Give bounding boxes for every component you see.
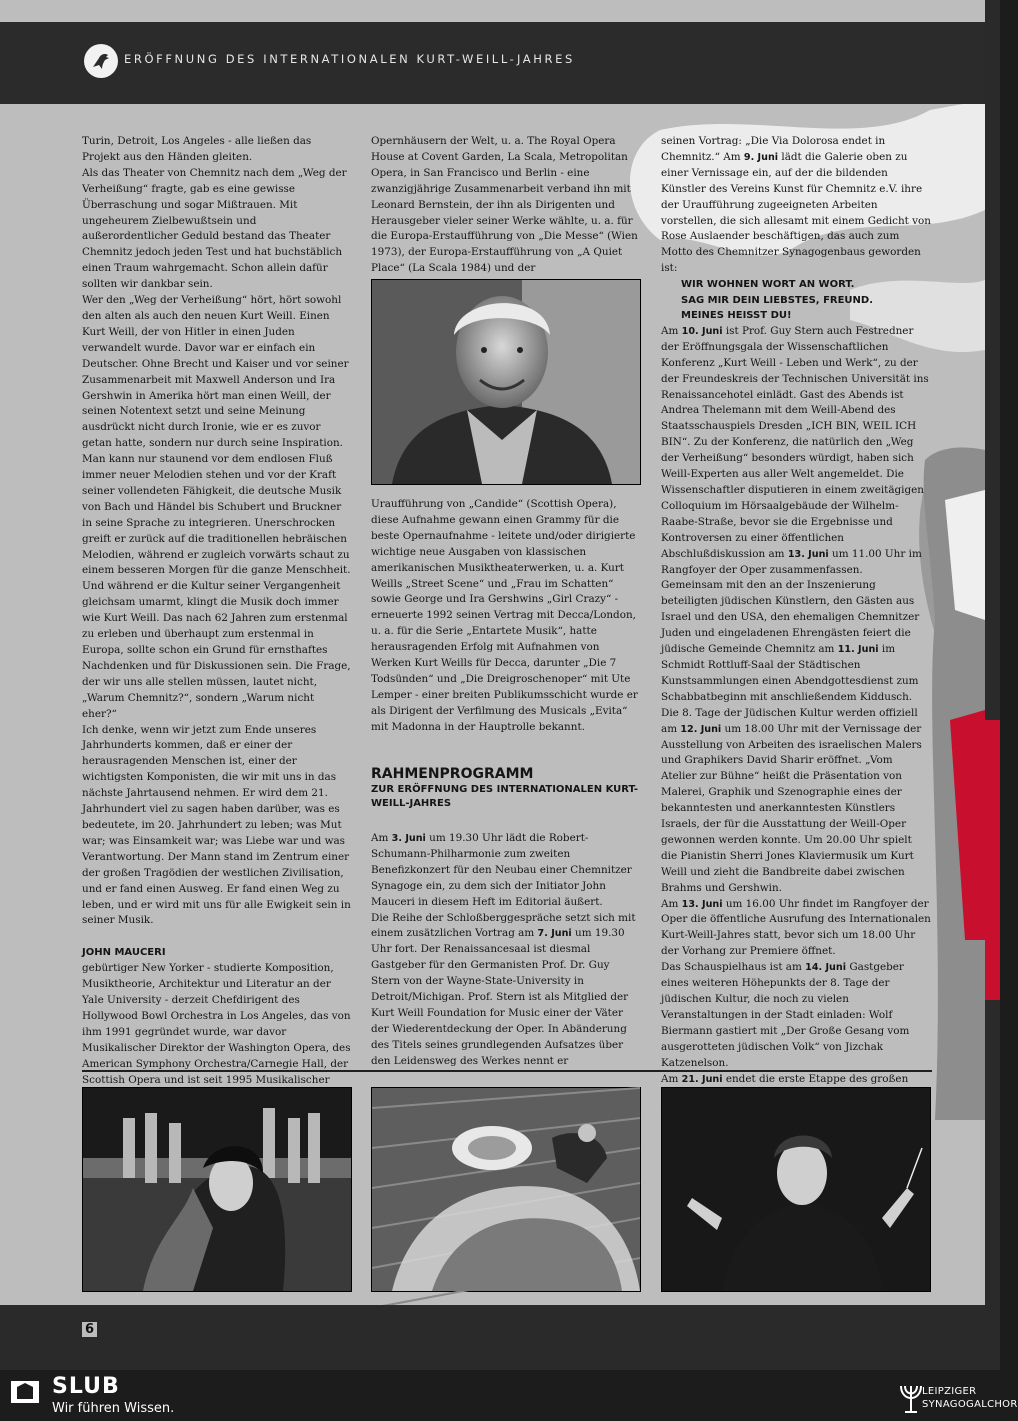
stage-painting-photo (371, 1087, 641, 1292)
paragraph: Am 10. Juni ist Prof. Guy Stern auch Festredner der Eröffnungsgala der Wissenschaftlichen Konferenz „Kurt Weill - Leben und Werk“, zu der der Freundeskreis der Technischen Universität ins Renaissancehotel einlädt. Gast des Abends ist Andrea Thelemann mit dem Weill-Abend des Staatsschauspiels Dresden „ICH BIN, WEIL ICH BIN“. Zu der Konferenz, die natürlich den „Weg der Verheißung“ besonders würdigt, haben sich Weill-Experten aus aller Welt angemeldet. Die Wissenschaftler disputieren in einem zweitägigen Colloquium im Hörsaalgebäude der Wilhelm-Raabe-Straße, bevor sie die Ergebnisse und Kontroversen zu einer öffentlichen Abschlußdiskussion am 13. Juni um 11.00 Uhr im Rangfoyer der Oper zusammenfassen. (661, 324, 929, 576)
paragraph: Turin, Detroit, Los Angeles - alle ließen das Projekt aus den Händen gleiten. (82, 135, 312, 163)
event-date: 21. Juni (681, 1073, 723, 1085)
paragraph: Am 13. Juni um 16.00 Uhr findet im Rangfoyer der Oper die öffentliche Ausrufung des Internationalen Kurt-Weill-Jahres statt, bevor sich um 18.00 Uhr der Vorhang zur Premiere öffnet. (661, 897, 931, 958)
event-date: 9. Juni (743, 151, 779, 163)
event-date: 14. Juni (805, 962, 847, 974)
event-date: 10. Juni (681, 325, 723, 337)
text-column-2-top (371, 134, 641, 277)
section-subtitle: ZUR ERÖFFNUNG DES INTERNATIONALEN KURT-WEILL-JAHRES (371, 784, 639, 809)
paragraph: Uraufführung von „Candide“ (Scottish Opera), diese Aufnahme gewann einen Grammy für die beste Opernaufnahme - leitete und/oder dirigierte wichtige neue Ausgaben von klassischen amerikanischen Musiktheaterwerken, u. a. Kurt Weills „Street Scene“ und „Frau im Schatten“ sowie George und Ira Gershwins „Girl Crazy“ - erneuerte 1992 seinen Vertrag mit Decca/London, u. a. für die Serie „Entartete Musik“, hatte herausragenden Erfolg mit Aufnahmen von Werken Kurt Weills für Decca, darunter „Die 7 Todsünden“ und „Die Dreigroschenoper“ mit Ute Lemper - einer breiten Publikumsschicht wurde er als Dirigent der Verfilmung des Musicals „Evita“ mit Madonna in der Hauptrolle bekannt. (371, 498, 638, 733)
bio-heading: JOHN MAUCERI (82, 947, 166, 959)
motto-line: WIR WOHNEN WORT AN WORT. (681, 279, 855, 291)
event-date: 13. Juni (787, 548, 829, 560)
paragraph: Als das Theater von Chemnitz nach dem „Weg der Verheißung“ fragte, gab es eine gewisse Überraschung und sogar Mißtrauen. Mit ungeheurem Zielbewußtsein und außerordentlicher Geduld bestand das Theater Chemnitz jedoch jeden Test und hat buchstäblich einen Traum wahrgemacht. Schon allein dafür sollten wir dankbar sein. (82, 166, 347, 291)
event-date: 11. Juni (837, 644, 879, 656)
page-edge (985, 0, 1000, 1370)
page-number: 6 (82, 1322, 97, 1337)
menorah-logo-icon (898, 1378, 924, 1416)
paragraph: Ich denke, wenn wir jetzt zum Ende unseres Jahrhunderts kommen, daß er einer der herausragenden Menschen ist, einer der wichtigsten Komponisten, die wir mit uns in das nächste Jahrtausend nehmen. Er wird dem 21. Jahrhundert viel zu sagen haben darüber, was es bedeutete, im 20. Jahrhundert zu leben; was Mut war; was Einsamkeit war; was Liebe war und was Verantwortung. Der Mann stand im Zentrum einer der großen Tragödien der westlichen Zivilisation, und er fand einen Ausweg. Er fand einen Weg zu leben, und er wird mit uns für alle Ewigkeit sein in seiner Musik. (82, 723, 351, 927)
library-name: SLUB (52, 1374, 120, 1399)
paragraph: Die 8. Tage der Jüdischen Kultur werden offiziell am 12. Juni um 18.00 Uhr mit der Vernissage der Ausstellung von Arbeiten des israelischen Malers und Graphikers David Sharir eröffnet. „Vom Atelier zur Bühne“ heißt die Präsentation von Malerei, Graphik und Szenographie eines der bekanntesten und anerkanntesten Künstlers Israels, der für die Ausstattung der Weill-Oper gewonnen werden konnte. Um 20.00 Uhr spielt die Pianistin Sherri Jones Klaviermusik um Kurt Weill und zieht die Bandbreite dabei zwischen Brahms und Gershwin. (661, 706, 922, 894)
choir-line-2: SYNAGOGALCHOR (922, 1399, 1018, 1410)
event-date: 13. Juni (681, 898, 723, 910)
paragraph: Wer den „Weg der Verheißung“ hört, hört sowohl den alten als auch den neuen Kurt Weill. Einen Kurt Weill, der von Hitler in einen Juden verwandelt wurde. Davor war er einfach ein Deutscher. Ohne Brecht und Kaiser und vor seiner Zusammenarbeit mit Maxwell Anderson und Ira Gershwin in Amerika hört man einen Weill, der seinen Notentext setzt und seine Meinung ausdrückt nicht durch Ironie, wie er es zuvor getan hatte, sondern nur durch seine Inspiration. Man kann nur staunend vor dem endlosen Fluß immer neuer Melodien stehen und vor der Kraft seiner vollendeten Fähigkeit, die deutsche Musik von Bach und Händel bis Schubert und Bruckner in seine Sprache zu integrieren. Unerschrocken greift er zurück auf die traditionellen hebräischen Melodien, während er zugleich vorwärts schaut zu einem besseren Morgen für die ganze Menschheit. Und während er die Kultur seiner Vergangenheit gleichsam umarmt, klingt die Musik doch immer wie Kurt Weill. Das nach 62 Jahren zum erstenmal zu erleben und überhaupt zum erstenmal in Europa, sollte schon ein Grund für ernsthaftes Nachdenken und für Diskussionen sein. Die Frage, der wir uns alle stellen müssen, lautet nicht, „Warum Chemnitz?“, sondern „Warum nicht eher?“ (82, 294, 351, 720)
choir-name (922, 1385, 1018, 1411)
rehearsal-photo (82, 1087, 352, 1292)
paragraph: Am 3. Juni um 19.30 Uhr lädt die Robert-Schumann-Philharmonie zum zweiten Benefizkonzert für den Neubau einer Chemnitzer Synagoge ein, zu dem sich der Initiator John Mauceri in diesem Heft im Editorial äußert. (371, 832, 632, 908)
event-date: 7. Juni (537, 928, 572, 940)
conductor-photo (661, 1087, 931, 1292)
section-title: RAHMENPROGRAMM (371, 766, 534, 782)
paragraph: seinen Vortrag: „Die Via Dolorosa endet in Chemnitz.“ Am 9. Juni lädt die Galerie oben zu einer Vernissage ein, auf der die bildenden Künstler des Vereins Kunst für Chemnitz e.V. ihre der Uraufführung zugeeigneten Arbeiten vorstellen, die sich allesamt mit einem Gedicht von Rose Auslaender beschäftigen, das auch zum Motto des Chemnitzer Synagogenbaus geworden ist: (661, 135, 931, 275)
header-title: ERÖFFNUNG DES INTERNATIONALEN KURT-WEILL-JAHRES (124, 52, 575, 66)
decorative-splash-right (925, 420, 985, 1120)
paragraph: Das Schauspielhaus ist am 14. Juni Gastgeber eines weiteren Höhepunkts der 8. Tage der jüdischen Kultur, die noch zu vielen Veranstaltungen in der Stadt einladen: Wolf Biermann gastiert mit „Der Große Gesang vom ausgerotteten jüdischen Volk“ von Jizchak Katzenelson. (661, 961, 910, 1069)
portrait-photo (371, 279, 641, 485)
paragraph: Opernhäusern der Welt, u. a. The Royal Opera House at Covent Garden, La Scala, Metropolitan Opera, in San Francisco und Berlin - eine zwanzigjährige Zusammenarbeit verband ihn mit Leonard Bernstein, der ihn als Dirigenten und Herausgeber vieler seiner Werke wählte, u. a. für die Europa-Erstaufführung von „Die Messe“ (Wien 1973), der Europa-Erstaufführung von „A Quiet Place“ (La Scala 1984) und der (371, 135, 638, 275)
event-date: 3. Juni (391, 833, 426, 844)
library-claim: Wir führen Wissen. (52, 1401, 175, 1416)
divider-line (82, 1070, 932, 1072)
motto-line: MEINES HEISST DU! (681, 310, 792, 322)
bird-logo-icon (84, 44, 118, 78)
motto-line: SAG MIR DEIN LIEBSTES, FREUND. (681, 294, 874, 306)
text-column-2-middle (371, 497, 641, 736)
text-column-1 (82, 134, 352, 1136)
paragraph: Die Reihe der Schloßberggespräche setzt sich mit einem zusätzlichen Vortrag am 7. Juni um 19.30 Uhr fort. Der Renaissancesaal ist diesmal Gastgeber für den Germanisten Prof. Dr. Guy Stern von der Wayne-State-University in Detroit/Michigan. Prof. Stern ist als Mitglied der Kurt Weill Foundation for Music einer der Väter der Wiederentdeckung der Oper. In Abänderung des Titels seines grundlegenden Aufsatzes über den Leidensweg des Werkes nennt er (371, 911, 636, 1067)
slub-logo-icon (11, 1377, 39, 1403)
text-column-3 (661, 134, 931, 1167)
text-column-2-bottom (371, 765, 641, 1070)
event-date: 12. Juni (680, 723, 722, 735)
paragraph: Am 21. Juni endet die erste Etappe des großen (661, 1072, 931, 1167)
choir-line-1: LEIPZIGER (922, 1386, 977, 1397)
paragraph: Gemeinsam mit den an der Inszenierung beteiligten jüdischen Künstlern, den Gästen aus Israel und den USA, den ehemaligen Chemnitzer Juden und eingeladenen Ehrengästen feiert die jüdische Gemeinde Chemnitz am 11. Juni im Schmidt Rottluff-Saal der Städtischen Kunstsammlungen einen Abendgottesdienst zum Schabbatbeginn mit anschließendem Kiddusch. (661, 579, 920, 703)
footer-band (0, 1305, 985, 1370)
bio-text: gebürtiger New Yorker - studierte Komposition, Musiktheorie, Architektur und Literatur an der Yale University - derzeit Chefdirigent des Hollywood Bowl Orchestra in Los Angeles, das von ihm 1991 gegründet wurde, war davor Musikalischer Direktor der Washington Opera, des American Symphony Orchestra/Carnegie Hall, der Scottish Opera und ist seit 1995 Musikalischer (82, 962, 351, 1086)
